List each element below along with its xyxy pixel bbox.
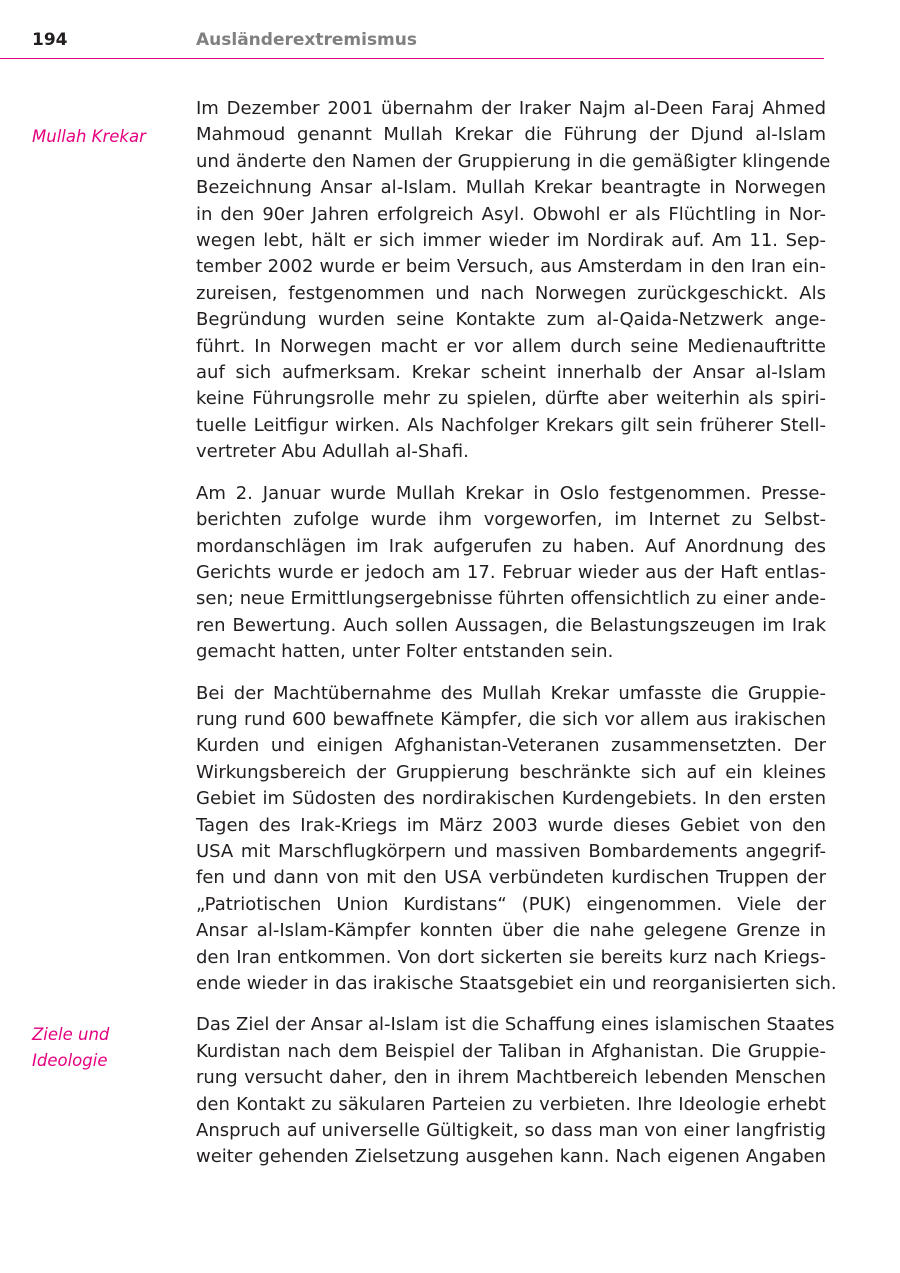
text-line: Am 2. Januar wurde Mullah Krekar in Oslo festgenommen. Presse- (196, 482, 826, 504)
text-line: führt. In Norwegen macht er vor allem durch seine Medienauftritte (196, 335, 826, 357)
text-line: tember 2002 wurde er beim Versuch, aus Amsterdam in den Iran ein- (196, 256, 826, 278)
text-line: zureisen, festgenommen und nach Norwegen zurückgeschickt. Als (196, 282, 826, 304)
paragraph-1 (196, 96, 831, 466)
paragraph-3 (196, 681, 837, 998)
text-line: auf sich aufmerksam. Krekar scheint innerhalb der Ansar al-Islam (196, 362, 826, 384)
text-line: Das Ziel der Ansar al-Islam ist die Schaffung eines islamischen Staates (196, 1014, 835, 1036)
text-line: weiter gehenden Zielsetzung ausgehen kann. Nach eigenen Angaben (196, 1146, 826, 1168)
text-line: ren Bewertung. Auch sollen Aussagen, die Belastungszeugen im Irak (196, 614, 826, 636)
text-line: Tagen des Irak-Kriegs im März 2003 wurde dieses Gebiet von den (196, 814, 826, 836)
text-line: vertreter Abu Adullah al-Shafi. (196, 441, 469, 463)
text-line: Mahmoud genannt Mullah Krekar die Führung der Djund al-Islam (196, 124, 826, 146)
text-line: tuelle Leitfigur wirken. Als Nachfolger Krekars gilt sein früherer Stell- (196, 414, 826, 436)
text-line: Begründung wurden seine Kontakte zum al-Qaida-Netzwerk ange- (196, 309, 826, 331)
text-line: Kurden und einigen Afghanistan-Veteranen zusammensetzten. Der (196, 735, 826, 757)
body-text (196, 96, 837, 1186)
text-line: Ansar al-Islam-Kämpfer konnten über die nahe gelegene Grenze in (196, 920, 826, 942)
text-line: Bezeichnung Ansar al-Islam. Mullah Krekar beantragte in Norwegen (196, 177, 826, 199)
text-line: rung rund 600 bewaffnete Kämpfer, die sich vor allem aus irakischen (196, 708, 826, 730)
text-line: Gebiet im Südosten des nordirakischen Kurdengebiets. In den ersten (196, 788, 826, 810)
text-line: sen; neue Ermittlungsergebnisse führten offensichtlich zu einer ande- (196, 588, 826, 610)
text-line: Bei der Machtübernahme des Mullah Krekar umfasste die Gruppie- (196, 682, 826, 704)
text-line: den Kontakt zu säkularen Parteien zu verbieten. Ihre Ideologie erhebt (196, 1093, 826, 1115)
page-number: 194 (32, 30, 68, 50)
text-line: in den 90er Jahren erfolgreich Asyl. Obwohl er als Flüchtling in Nor- (196, 203, 826, 225)
text-line: Anspruch auf universelle Gültigkeit, so dass man von einer langfristig (196, 1120, 826, 1142)
text-line: mordanschlägen im Irak aufgerufen zu haben. Auf Anordnung des (196, 535, 826, 557)
page-header (0, 30, 824, 59)
text-line: Im Dezember 2001 übernahm der Iraker Najm al-Deen Faraj Ahmed (196, 98, 826, 119)
text-line: den Iran entkommen. Von dort sickerten sie bereits kurz nach Kriegs- (196, 946, 826, 968)
text-line: Kurdistan nach dem Beispiel der Taliban in Afghanistan. Die Gruppie- (196, 1040, 826, 1062)
running-title: Ausländerextremismus (196, 30, 417, 50)
text-line: rung versucht daher, den in ihrem Machtbereich lebenden Menschen (196, 1067, 826, 1089)
text-line: wegen lebt, hält er sich immer wieder im Nordirak auf. Am 11. Sep- (196, 230, 826, 252)
margin-note-ziele-und-ideologie: Ziele und Ideologie (32, 1025, 110, 1071)
text-line: Wirkungsbereich der Gruppierung beschränkte sich auf ein kleines (196, 761, 826, 783)
text-line: gemacht hatten, unter Folter entstanden sein. (196, 641, 614, 663)
margin-note-mullah-krekar: Mullah Krekar (32, 127, 146, 146)
paragraph-4 (196, 1012, 835, 1170)
text-line: ende wieder in das irakische Staatsgebiet ein und reorganisierten sich. (196, 973, 837, 994)
text-line: keine Führungsrolle mehr zu spielen, dürfte aber weiterhin als spiri- (196, 388, 826, 410)
paragraph-2 (196, 481, 826, 666)
text-line: „Patriotischen Union Kurdistans“ (PUK) eingenommen. Viele der (196, 893, 826, 915)
text-line: berichten zufolge wurde ihm vorgeworfen, im Internet zu Selbst- (196, 509, 826, 531)
text-line: und änderte den Namen der Gruppierung in die gemäßigter klingende (196, 150, 831, 172)
text-line: USA mit Marschflugkörpern und massiven Bombardements angegrif- (196, 840, 826, 862)
text-line: Gerichts wurde er jedoch am 17. Februar wieder aus der Haft entlas- (196, 561, 826, 583)
text-line: fen und dann von mit den USA verbündeten kurdischen Truppen der (196, 867, 826, 889)
